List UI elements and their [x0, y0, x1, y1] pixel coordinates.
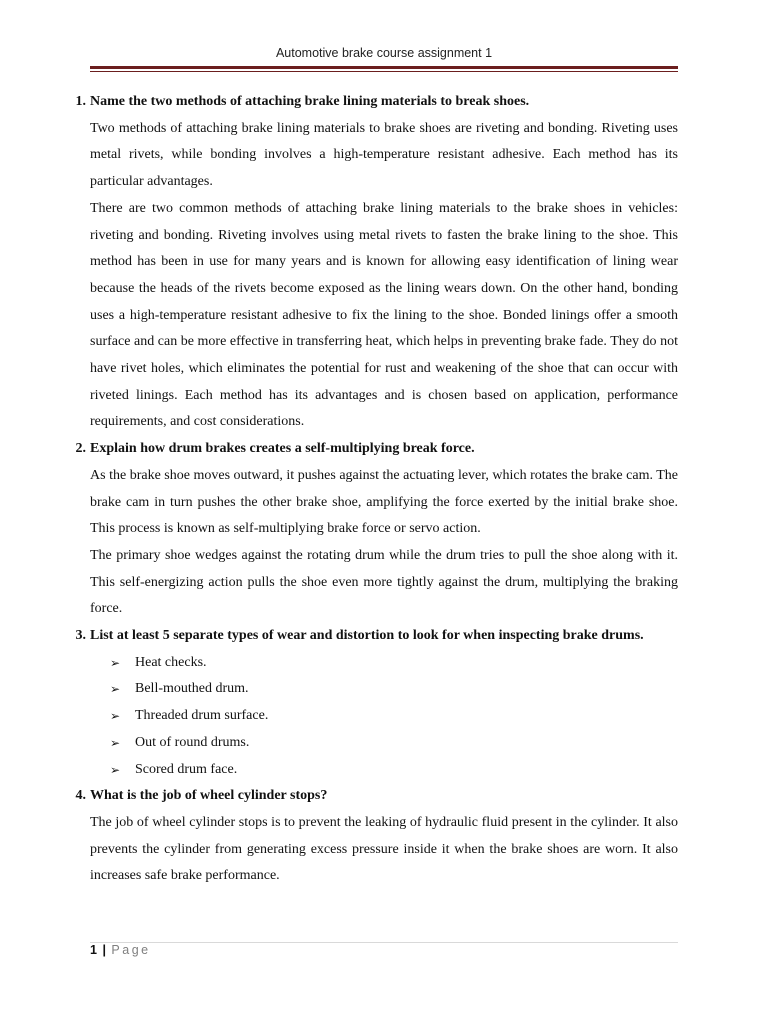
header-title: Automotive brake course assignment 1 — [275, 46, 493, 60]
document-body — [75, 89, 678, 890]
question-number: 1. — [75, 94, 86, 109]
question-title — [75, 89, 678, 116]
answer-paragraph: The job of wheel cylinder stops is to prevent the leaking of hydraulic fluid present in the cylinder. It also prevents the cylinder from generating excess pressure inside it when the brake shoes are worn. It also increases safe brake performance. — [90, 814, 678, 884]
question-number: 4. — [75, 788, 86, 804]
answer-paragraph: As the brake shoe moves outward, it pushes against the actuating lever, which rotates the brake cam. The brake cam in turn pushes the other brake shoe, amplifying the force exerted by the initial brake shoe. This process is known as self-multiplying brake force or servo action. — [90, 467, 678, 537]
list-item — [110, 650, 678, 677]
list-item-text: Threaded drum surface. — [135, 708, 269, 724]
arrow-bullet-icon: ➢ — [110, 762, 121, 777]
question-text: Name the two methods of attaching brake lining materials to break shoes. — [90, 94, 530, 109]
list-item — [110, 757, 678, 784]
question-text: What is the job of wheel cylinder stops? — [90, 788, 328, 804]
question-2 — [75, 436, 678, 623]
page-footer — [90, 943, 151, 957]
answer-paragraph: Two methods of attaching brake lining materials to brake shoes are riveting and bonding. Riveting uses metal rivets, while bonding involves a high-temperature resistant adhesive. Each method has its particular advantages. — [90, 120, 678, 190]
question-title — [75, 783, 678, 810]
arrow-bullet-icon: ➢ — [110, 709, 121, 724]
header-rule-thick — [90, 66, 678, 69]
question-title — [75, 436, 678, 463]
arrow-bullet-icon: ➢ — [110, 655, 121, 670]
page-label: Page — [111, 943, 151, 957]
answer-paragraph: There are two common methods of attaching brake lining materials to the brake shoes in vehicles: riveting and bonding. Riveting involves using metal rivets to fasten the brake lining to the shoe. This method has been in use for many years and is known for allowing easy identification of lining wear because the heads of the rivets become exposed as the lining wears down. On the other hand, bonding uses a high-temperature resistant adhesive to fix the lining to the shoe. Bonded linings offer a smooth surface and can be more effective in transferring heat, which helps in preventing brake fade. They do not have rivet holes, which eliminates the potential for rust and weakening of the shoe that can occur with riveted linings. Each method has its advantages and is chosen based on application, performance requirements, and cost considerations. — [90, 200, 678, 430]
footer-rule — [90, 942, 678, 943]
header-rule-thin — [90, 71, 678, 72]
list-item-text: Out of round drums. — [135, 734, 250, 750]
list-item-text: Bell-mouthed drum. — [135, 681, 249, 697]
question-number: 3. — [75, 628, 86, 644]
page-number: 1 — [90, 943, 97, 957]
list-item — [110, 703, 678, 730]
arrow-bullet-icon: ➢ — [110, 682, 121, 697]
question-1 — [75, 89, 678, 436]
arrow-bullet-icon: ➢ — [110, 735, 121, 750]
list-item — [110, 730, 678, 757]
question-text: List at least 5 separate types of wear and distortion to look for when inspecting brake drums. — [90, 628, 644, 644]
list-item — [110, 676, 678, 703]
question-text: Explain how drum brakes creates a self-multiplying break force. — [90, 441, 475, 457]
footer-separator: | — [102, 943, 106, 957]
question-3 — [75, 623, 678, 783]
list-item-text: Heat checks. — [135, 654, 207, 670]
question-title — [75, 623, 678, 650]
question-4 — [75, 783, 678, 890]
question-number: 2. — [75, 441, 86, 457]
answer-paragraph: The primary shoe wedges against the rotating drum while the drum tries to pull the shoe along with it. This self-energizing action pulls the shoe even more tightly against the drum, multiplying the braking force. — [90, 547, 678, 617]
wear-list — [90, 650, 678, 784]
list-item-text: Scored drum face. — [135, 761, 238, 777]
